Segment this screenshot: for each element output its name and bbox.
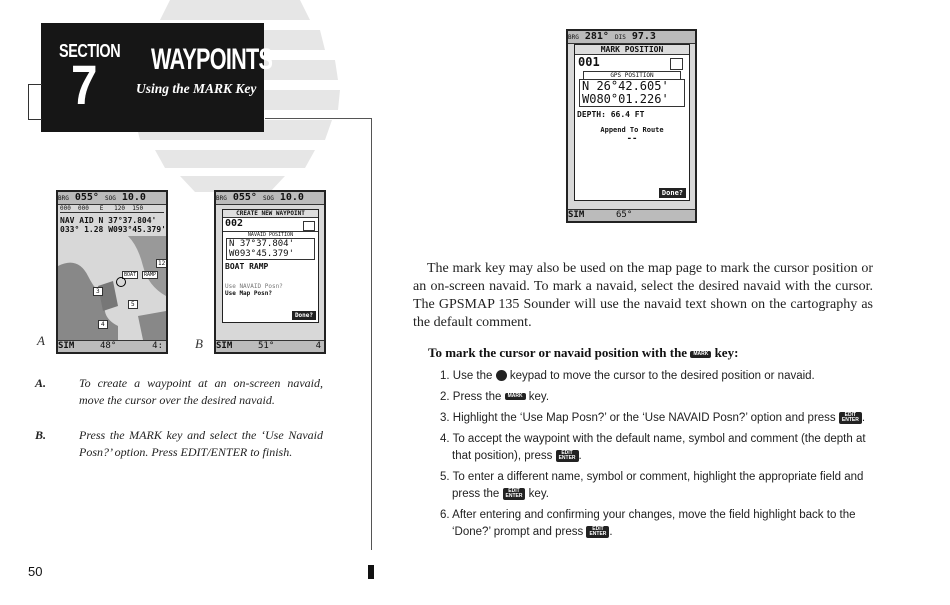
option-use-map[interactable]: Use Map Posn? xyxy=(225,290,272,297)
section-tab-marker xyxy=(28,84,42,120)
done-button[interactable]: Done? xyxy=(292,311,316,320)
mark-key-icon: MARK xyxy=(690,351,711,358)
map-label-4: 4 xyxy=(98,320,108,329)
comment-field[interactable]: BOAT RAMP xyxy=(225,262,269,271)
section-label: SECTION xyxy=(59,41,121,61)
step-2 xyxy=(440,389,880,406)
mark-key-icon: MARK xyxy=(505,393,526,400)
step-3-post: . xyxy=(861,412,866,424)
sog-value: 10.0 xyxy=(121,192,146,203)
sog-label: SOG xyxy=(105,195,116,202)
step-2-post: key. xyxy=(528,391,550,403)
dis-value: 97.3 xyxy=(631,31,656,42)
brg-label: BRG xyxy=(58,195,69,202)
sog-value: 10.0 xyxy=(279,192,304,203)
section-title: WAYPOINTS xyxy=(151,43,273,76)
procedure-steps xyxy=(440,368,880,545)
key-edit-text: EDIT xyxy=(561,449,573,456)
step-5-pre: 5. To enter a different name, symbol or comment, highlight the appropriate field and press the xyxy=(440,471,864,500)
section-number: 7 xyxy=(71,53,98,116)
figure-a-letter: A xyxy=(37,333,45,348)
edit-enter-key-icon xyxy=(503,488,526,500)
waypoint-symbol-icon[interactable] xyxy=(670,58,683,70)
body-paragraph: The mark key may also be used on the map page to mark the cursor position or an on-screen navaid. To mark a navaid, select the desired navaid with the cursor. The GPSMAP 135 Sounder will use the navaid text shown on the cartography as the default comment. xyxy=(413,261,873,330)
map-label-12: 12 xyxy=(158,260,166,267)
brg-value: 055° xyxy=(232,192,257,203)
latitude: N 26°42.605' xyxy=(582,79,669,93)
figure-c-topbar xyxy=(568,31,695,44)
figure-a-screen xyxy=(56,190,168,354)
gutter-marker xyxy=(368,565,374,579)
figure-a-botbar xyxy=(58,340,166,352)
sim-label: SIM xyxy=(568,210,585,220)
key-enter-text: ENTER xyxy=(558,454,576,461)
option-use-navaid[interactable]: Use NAVAID Posn? xyxy=(225,283,283,290)
section-header xyxy=(41,23,273,132)
step-6-post: . xyxy=(609,526,613,538)
compass-tape: 000 000 E 120 150 xyxy=(60,205,164,213)
longitude: W093°45.379' xyxy=(229,249,295,259)
figure-b-botbar xyxy=(216,340,324,352)
key-enter-text: ENTER xyxy=(841,416,859,423)
step-3 xyxy=(440,410,880,427)
page-number: 50 xyxy=(28,564,43,579)
figure-b-screen xyxy=(214,190,326,354)
procedure-title xyxy=(428,345,738,361)
caption-b-text: Press the MARK key and select the ‘Use Navaid Posn?’ option. Press EDIT/ENTER to finish. xyxy=(79,428,323,459)
route-field[interactable]: -- xyxy=(626,134,638,144)
figure-c-botbar xyxy=(568,209,695,221)
step-2-pre: 2. Press the xyxy=(440,391,502,403)
divider-vertical xyxy=(371,118,372,550)
window-title: CREATE NEW WAYPOINT xyxy=(223,210,318,218)
figure-b-letter: B xyxy=(195,336,203,351)
key-edit-text: EDIT xyxy=(592,525,604,532)
body-paragraph-block xyxy=(413,260,873,332)
procedure-title-pre: To mark the cursor or navaid position with the xyxy=(428,345,688,360)
sim-label: SIM xyxy=(58,341,75,351)
map-label-ramp: RAMP xyxy=(144,272,157,278)
divider-horizontal xyxy=(265,118,371,119)
edit-enter-key-icon xyxy=(556,450,579,462)
position-box[interactable] xyxy=(579,79,685,107)
arrow-keypad-icon xyxy=(496,370,507,381)
window-title: MARK POSITION xyxy=(575,45,689,55)
step-3-pre: 3. Highlight the ‘Use Map Posn?’ or the ‘Use NAVAID Posn?’ option and press xyxy=(440,412,836,424)
section-subtitle: Using the MARK Key xyxy=(136,81,257,96)
step-6 xyxy=(440,507,880,541)
waypoint-symbol-icon[interactable] xyxy=(303,221,315,231)
cursor-icon xyxy=(116,277,126,287)
edit-enter-key-icon xyxy=(839,412,862,424)
longitude: W093°45.379' xyxy=(108,225,166,234)
caption-a-label: A. xyxy=(35,376,47,390)
sog-label: SOG xyxy=(263,195,274,202)
dis-label: DIS xyxy=(615,34,626,41)
map-label-3: 3 xyxy=(93,287,103,296)
brg-value: 055° xyxy=(74,192,99,203)
brg-label: BRG xyxy=(216,195,227,202)
figure-a-topbar xyxy=(58,192,166,205)
latitude: N 37°37.804' xyxy=(98,216,157,225)
step-5 xyxy=(440,469,880,503)
mark-position-window xyxy=(574,44,690,201)
map-area xyxy=(58,236,166,340)
heading-value: 65° xyxy=(616,210,633,220)
caption-a-text: To create a waypoint at an on-screen navaid, move the cursor over the desired navaid. xyxy=(79,376,323,407)
navaid-info xyxy=(60,216,166,234)
figure-c-screen xyxy=(566,29,697,223)
procedure-title-post: key: xyxy=(714,345,739,360)
append-to-route-label: Append To Route xyxy=(600,126,664,134)
key-edit-text: EDIT xyxy=(508,487,520,494)
map-label-5: 5 xyxy=(128,300,138,309)
position-header: GPS POSITION xyxy=(583,71,681,79)
position-header: NAVAID POSITION xyxy=(223,231,318,238)
bottom-right-value: 4: xyxy=(152,341,163,351)
edit-enter-key-icon xyxy=(586,526,609,538)
done-button[interactable]: Done? xyxy=(659,188,686,198)
map-label-boat: BOAT xyxy=(124,272,137,278)
key-edit-text: EDIT xyxy=(844,411,857,418)
step-1 xyxy=(440,368,880,385)
key-enter-text: ENTER xyxy=(589,530,607,537)
step-1-post: keypad to move the cursor to the desired position or navaid. xyxy=(509,370,815,382)
sim-label: SIM xyxy=(216,341,233,351)
heading-value: 51° xyxy=(258,341,275,351)
longitude: W080°01.226' xyxy=(582,92,669,106)
step-4 xyxy=(440,431,880,465)
waypoint-name-field[interactable]: 002 xyxy=(225,218,244,229)
caption-b xyxy=(35,427,323,461)
distance: 033° 1.28 xyxy=(60,225,104,234)
key-enter-text: ENTER xyxy=(505,492,523,499)
depth-field: DEPTH: 66.4 FT xyxy=(577,110,645,119)
bottom-right-value: 4 xyxy=(315,341,321,351)
step-4-pre: 4. To accept the waypoint with the default name, symbol and comment (the depth at that position), press xyxy=(440,433,866,462)
heading-value: 48° xyxy=(100,341,117,351)
navaid-label: NAV AID xyxy=(60,216,94,225)
step-1-pre: 1. Use the xyxy=(440,370,493,382)
caption-b-label: B. xyxy=(35,428,47,442)
create-waypoint-window xyxy=(222,209,319,323)
step-4-post: . xyxy=(578,450,582,462)
position-box[interactable] xyxy=(226,238,315,260)
caption-a xyxy=(35,375,323,409)
waypoint-name-field[interactable]: 001 xyxy=(578,55,600,69)
brg-value: 281° xyxy=(584,31,609,42)
step-6-pre: 6. After entering and confirming your changes, move the field highlight back to the ‘Done?’ prompt and press xyxy=(440,509,856,538)
figure-b-topbar xyxy=(216,192,324,205)
brg-label: BRG xyxy=(568,34,579,41)
step-5-post: key. xyxy=(528,488,549,500)
latitude: N 37°37.804' xyxy=(229,239,295,249)
